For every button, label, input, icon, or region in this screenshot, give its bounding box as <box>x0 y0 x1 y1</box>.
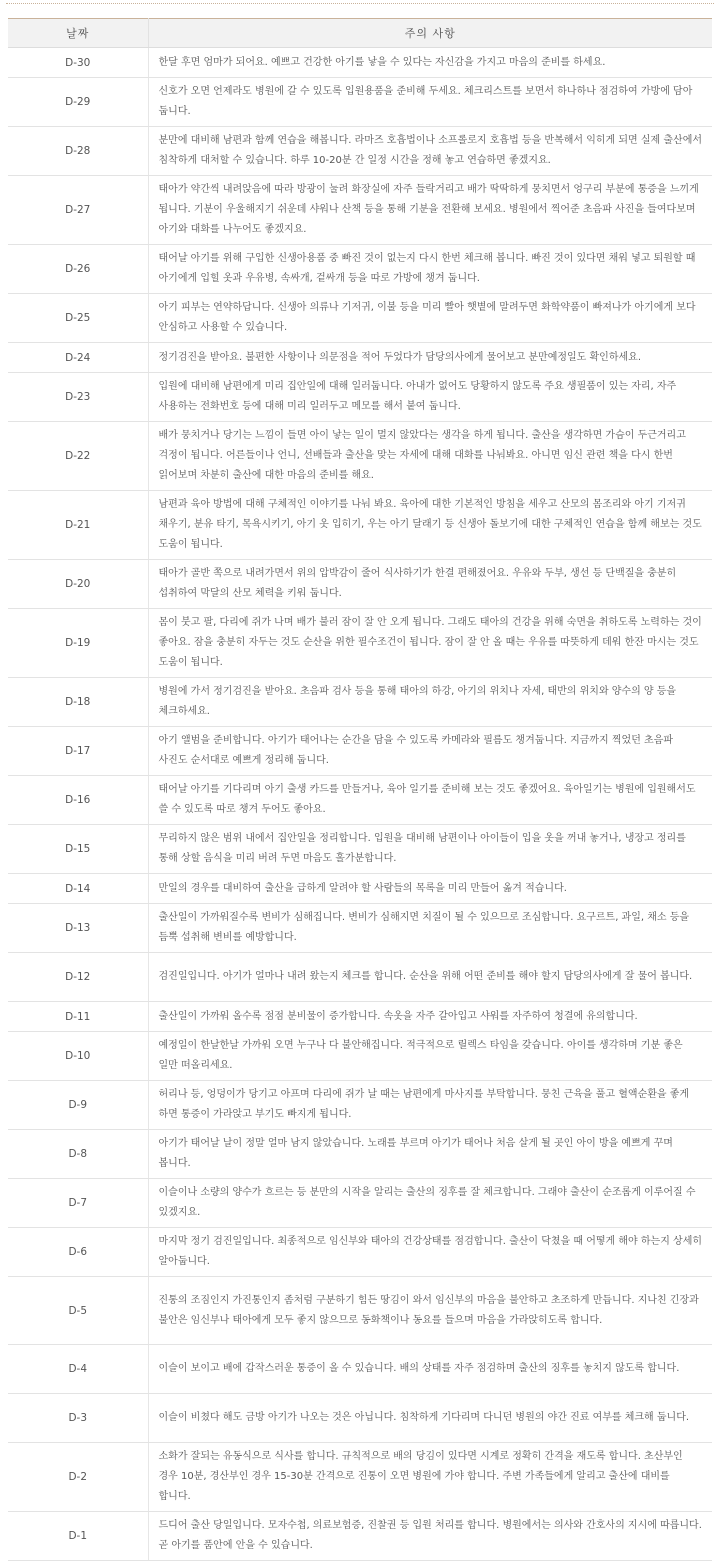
day-cell: D-9 <box>8 1081 148 1130</box>
note-cell: 아기 앨범을 준비합니다. 아기가 태어나는 순간을 담을 수 있도록 카메라와 필름도 챙겨둡니다. 지금까지 찍었던 초음파 사진도 순서대로 예쁘게 정리해 둡니다. <box>148 727 712 776</box>
day-cell: D-2 <box>8 1443 148 1512</box>
note-cell: 이슬이 비쳤다 해도 금방 아기가 나오는 것은 아닙니다. 침착하게 기다리며 다니던 병원의 야간 진료 여부를 체크해 둡니다. <box>148 1394 712 1443</box>
table-body <box>8 48 712 1561</box>
day-cell: D-27 <box>8 176 148 245</box>
note-column-header: 주의 사항 <box>148 19 712 48</box>
note-cell: 만일의 경우를 대비하여 출산을 급하게 알려야 할 사람들의 목록을 미리 만들어 옮겨 적습니다. <box>148 874 712 904</box>
table-row <box>8 1002 712 1032</box>
note-cell: 태아가 약간씩 내려앉음에 따라 방광이 눌려 화장실에 자주 들락거리고 배가 딱딱하게 뭉치면서 엉구리 부분에 통증을 느끼게 됩니다. 기분이 우울해지기 쉬운데 샤워나 산책 등을 통해 기분을 전환해 보세요. 병원에서 찍어준 초음파 사진을 들여다보며 아기와 대화를 나누어도 좋겠지요. <box>148 176 712 245</box>
day-cell: D-24 <box>8 343 148 373</box>
table-row <box>8 1228 712 1277</box>
table-row <box>8 1277 712 1345</box>
note-cell: 태어날 아기를 위해 구입한 신생아용품 중 빠진 것이 없는지 다시 한번 체크해 봅니다. 빠진 것이 있다면 채워 넣고 퇴원할 때 아기에게 입힐 옷과 우유병, 속싸개, 겉싸개 등을 따로 가방에 챙겨 둡니다. <box>148 245 712 294</box>
header-row <box>8 19 712 48</box>
day-cell: D-20 <box>8 560 148 609</box>
day-cell: D-26 <box>8 245 148 294</box>
table-row <box>8 78 712 127</box>
note-cell: 검진일입니다. 아기가 얼마나 내려 왔는지 체크를 합니다. 순산을 위해 어떤 준비를 해야 할지 담당의사에게 잘 물어 봅니다. <box>148 953 712 1002</box>
note-cell: 아기 피부는 연약하답니다. 신생아 의류나 기저귀, 이불 등을 미리 빨아 햇볕에 말려두면 화학약품이 빠져나가 아기에게 보다 안심하고 사용할 수 있습니다. <box>148 294 712 343</box>
day-cell: D-13 <box>8 904 148 953</box>
note-cell: 정기검진을 받아요. 불편한 사항이나 의문점을 적어 두었다가 담당의사에게 물어보고 분만예정일도 확인하세요. <box>148 343 712 373</box>
table-row <box>8 678 712 727</box>
day-cell: D-14 <box>8 874 148 904</box>
table-row <box>8 1081 712 1130</box>
note-cell: 아기가 태어날 날이 정말 얼마 남지 않았습니다. 노래를 부르며 아기가 태어나 처음 살게 될 곳인 아이 방을 예쁘게 꾸며 봅니다. <box>148 1130 712 1179</box>
note-cell: 출산일이 가까워 올수록 점점 분비물이 증가합니다. 속옷을 자주 갈아입고 샤워를 자주하여 청결에 유의합니다. <box>148 1002 712 1032</box>
table-row <box>8 874 712 904</box>
note-cell: 드디어 출산 당일입니다. 모자수첩, 의료보험증, 진찰권 등 입원 처리를 합니다. 병원에서는 의사와 간호사의 지시에 따릅니다. 곧 아기를 품안에 안을 수 있습니다. <box>148 1512 712 1561</box>
day-cell: D-30 <box>8 48 148 78</box>
note-cell: 이슬이 보이고 배에 갑작스러운 통증이 올 수 있습니다. 배의 상태를 자주 점검하며 출산의 징후를 놓치지 않도록 합니다. <box>148 1345 712 1394</box>
table-row <box>8 176 712 245</box>
table-row <box>8 1512 712 1561</box>
table-row <box>8 491 712 560</box>
table-row <box>8 1179 712 1228</box>
table-row <box>8 609 712 678</box>
day-cell: D-17 <box>8 727 148 776</box>
note-cell: 병원에 가서 정기검진을 받아요. 초음파 검사 등을 통해 태아의 하강, 아기의 위치나 자세, 태반의 위치와 양수의 양 등을 체크하세요. <box>148 678 712 727</box>
day-cell: D-7 <box>8 1179 148 1228</box>
day-cell: D-5 <box>8 1277 148 1345</box>
day-cell: D-15 <box>8 825 148 874</box>
note-cell: 태어날 아기를 기다리며 아기 출생 카드를 만들거나, 육아 일기를 준비해 보는 것도 좋겠어요. 육아일기는 병원에 입원해서도 쓸 수 있도록 따로 챙겨 두어도 좋아요. <box>148 776 712 825</box>
note-cell: 입원에 대비해 남편에게 미리 집안일에 대해 일러둡니다. 아내가 없어도 당황하지 않도록 주요 생필품이 있는 자리, 자주 사용하는 전화번호 등에 대해 미리 일러두고 메모를 해서 붙여 둡니다. <box>148 373 712 422</box>
day-cell: D-4 <box>8 1345 148 1394</box>
day-cell: D-16 <box>8 776 148 825</box>
note-cell: 한달 후면 엄마가 되어요. 예쁘고 건강한 아기를 낳을 수 있다는 자신감을 가지고 마음의 준비를 하세요. <box>148 48 712 78</box>
day-cell: D-28 <box>8 127 148 176</box>
table-row <box>8 1032 712 1081</box>
note-cell: 태아가 골반 쪽으로 내려가면서 위의 압박감이 줄어 식사하기가 한결 편해졌어요. 우유와 두부, 생선 등 단백질을 충분히 섭취하여 막달의 산모 체력을 키워 둡니다. <box>148 560 712 609</box>
table-row <box>8 560 712 609</box>
table-row <box>8 48 712 78</box>
table-row <box>8 422 712 491</box>
table-row <box>8 825 712 874</box>
table-row <box>8 776 712 825</box>
day-cell: D-6 <box>8 1228 148 1277</box>
day-cell: D-23 <box>8 373 148 422</box>
table-row <box>8 1394 712 1443</box>
page <box>0 3 720 1556</box>
table-row <box>8 727 712 776</box>
date-column-header: 날짜 <box>8 19 148 48</box>
top-dotted-divider <box>6 3 714 4</box>
day-cell: D-18 <box>8 678 148 727</box>
table-row <box>8 294 712 343</box>
note-cell: 분만에 대비해 남편과 함께 연습을 해봅니다. 라마즈 호흡법이나 소프롤로지 호흡법 등을 반복해서 익히게 되면 실제 출산에서 침착하게 대처할 수 있습니다. 하루 10-20분 간 일정 시간을 정해 놓고 연습하면 좋겠지요. <box>148 127 712 176</box>
day-cell: D-12 <box>8 953 148 1002</box>
day-cell: D-3 <box>8 1394 148 1443</box>
day-cell: D-19 <box>8 609 148 678</box>
note-cell: 배가 뭉치거나 당기는 느낌이 들면 아이 낳는 일이 멀지 않았다는 생각을 하게 됩니다. 출산을 생각하면 가슴이 두근거리고 걱정이 됩니다. 어른들이나 언니, 선배들과 출산을 맞는 자세에 대해 대화를 나눠봐요. 아니면 임신 관련 책을 다시 한번 읽어보며 차분히 출산에 대한 마음의 준비를 해요. <box>148 422 712 491</box>
day-cell: D-22 <box>8 422 148 491</box>
countdown-table <box>8 18 712 1561</box>
table-row <box>8 904 712 953</box>
note-cell: 허리나 등, 엉덩이가 당기고 아프며 다리에 쥐가 날 때는 남편에게 마사지를 부탁합니다. 뭉친 근육을 풀고 혈액순환을 좋게 하면 통증이 가라앉고 부기도 빠지게 됩니다. <box>148 1081 712 1130</box>
note-cell: 마지막 정기 검진일입니다. 최종적으로 임신부와 태아의 건강상태를 점검합니다. 출산이 닥쳤을 때 어떻게 해야 하는지 상세히 알아둡니다. <box>148 1228 712 1277</box>
table-row <box>8 1443 712 1512</box>
note-cell: 이슬이나 소량의 양수가 흐르는 등 분만의 시작을 알리는 출산의 징후를 잘 체크합니다. 그래야 출산이 순조롭게 이루어질 수 있겠지요. <box>148 1179 712 1228</box>
day-cell: D-21 <box>8 491 148 560</box>
table-row <box>8 343 712 373</box>
table-row <box>8 245 712 294</box>
day-cell: D-10 <box>8 1032 148 1081</box>
table-row <box>8 1130 712 1179</box>
note-cell: 소화가 잘되는 유동식으로 식사를 합니다. 규칙적으로 배의 당김이 있다면 시계로 정확히 간격을 재도록 합니다. 초산부인 경우 10분, 경산부인 경우 15-30분 간격으로 진통이 오면 병원에 가야 합니다. 주변 가족들에게 알리고 출산에 대비를 합니다. <box>148 1443 712 1512</box>
note-cell: 예정일이 한날한날 가까워 오면 누구나 다 불안해집니다. 적극적으로 릴렉스 타임을 갖습니다. 아이를 생각하며 기분 좋은 일만 떠올리세요. <box>148 1032 712 1081</box>
note-cell: 남편과 육아 방법에 대해 구체적인 이야기를 나눠 봐요. 육아에 대한 기본적인 방침을 세우고 산모의 몸조리와 아기 기저귀 채우기, 분유 타기, 목욕시키기, 아기 옷 입히기, 우는 아기 달래기 등 신생아 돌보기에 대한 구체적인 연습을 함께 해보는 것도 도움이 됩니다. <box>148 491 712 560</box>
note-cell: 신호가 오면 언제라도 병원에 갈 수 있도록 입원용품을 준비해 두세요. 체크리스트를 보면서 하나하나 점검하여 가방에 담아 둡니다. <box>148 78 712 127</box>
day-cell: D-1 <box>8 1512 148 1561</box>
note-cell: 무리하지 않은 범위 내에서 집안일을 정리합니다. 입원을 대비해 남편이나 아이들이 입을 옷을 꺼내 놓거나, 냉장고 정리를 통해 상할 음식을 미리 버려 두면 마음도 홀가분합니다. <box>148 825 712 874</box>
table-row <box>8 953 712 1002</box>
note-cell: 몸이 붓고 팔, 다리에 쥐가 나며 배가 불러 잠이 잘 안 오게 됩니다. 그래도 태아의 건강을 위해 숙면을 취하도록 노력하는 것이 좋아요. 잠을 충분히 자두는 것도 순산을 위한 필수조건이 됩니다. 잠이 잘 안 올 때는 우유를 따뜻하게 데워 한잔 마시는 것도 도움이 됩니다. <box>148 609 712 678</box>
table-row <box>8 127 712 176</box>
table-row <box>8 373 712 422</box>
day-cell: D-25 <box>8 294 148 343</box>
note-cell: 출산일이 가까워질수록 변비가 심해집니다. 변비가 심해지면 치질이 될 수 있으므로 조심합니다. 요구르트, 과일, 채소 등을 듬뿍 섭취해 변비를 예방합니다. <box>148 904 712 953</box>
table-row <box>8 1345 712 1394</box>
day-cell: D-29 <box>8 78 148 127</box>
table-header <box>8 19 712 48</box>
note-cell: 진통의 조짐인지 가진통인지 좀처럼 구분하기 힘든 땅김이 와서 임신부의 마음을 불안하고 초조하게 만듭니다. 지나친 긴장과 불안은 임신부나 태아에게 모두 좋지 않으므로 동화책이나 동요를 들으며 마음을 가라앉히도록 합니다. <box>148 1277 712 1345</box>
day-cell: D-11 <box>8 1002 148 1032</box>
day-cell: D-8 <box>8 1130 148 1179</box>
